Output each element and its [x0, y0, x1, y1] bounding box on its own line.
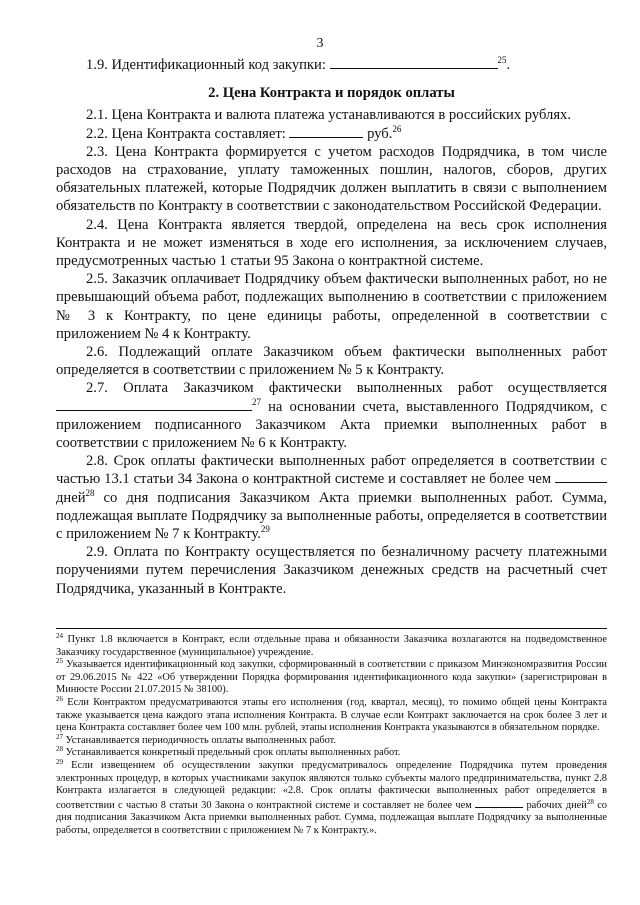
- footnote-text: Устанавливается конкретный предельный срок оплаты выполненных работ.: [65, 747, 401, 759]
- footnote-ref: 25: [497, 55, 507, 65]
- footnote-number: 27: [56, 732, 63, 741]
- section-heading: 2. Цена Контракта и порядок оплаты: [208, 85, 455, 102]
- paragraph-2-7-text-2: на основании счета, выставленного Подрядчиком, с приложением подписанного Заказчиком Акта приемки выполненных работ в соответствии с приложением № 6 к Контракту.: [56, 398, 607, 452]
- footnote-29: [56, 757, 607, 838]
- footnote-number: 28: [56, 745, 63, 754]
- footnote-ref: 29: [260, 524, 270, 535]
- blank-field: [330, 56, 498, 69]
- footnote-number: 26: [56, 694, 63, 703]
- paragraph-2-3: 2.3. Цена Контракта формируется с учетом расходов Подрядчика, в том числе расходов на страхование, уплату таможенных пошлин, налогов, сборов, других обязательных платежей, которые Подрядчик должен выплатить в связи с выполнением обязательств по Контракту в соответствии с законодательством Российской Федерации.: [56, 143, 607, 215]
- footnote-24: [56, 634, 607, 659]
- footnote-text-2: со дня подписания Заказчиком Акта приемки выполненных работ. Сумма, подлежащая выплате Подрядчику за выполненные работы, определяется в соответствии с приложением № 7 к Контракту.».: [56, 799, 607, 836]
- footnote-25: [56, 659, 607, 697]
- page-number: 3: [316, 36, 324, 51]
- paragraph-2-2: [56, 125, 607, 143]
- footnote-ref: 28: [85, 487, 95, 498]
- paragraph-2-7: [56, 379, 607, 452]
- paragraph-2-8: [56, 452, 607, 543]
- paragraph-2-1: 2.1. Цена Контракта и валюта платежа устанавливаются в российских рублях.: [86, 107, 571, 124]
- footnote-27: [56, 732, 607, 748]
- paragraph-2-2-text: 2.2. Цена Контракта составляет:: [86, 125, 286, 142]
- footnote-28: [56, 747, 607, 760]
- footnote-number: 24: [56, 632, 63, 640]
- footnote-text: Если извещением об осуществлении закупки предусматривалось определение Подрядчика путем проведения электронных процедур, в которых участниками закупок являются только субъекты малого предпринимательства, пункт 2.8 Контракта излагается в следующей редакции: «2.8. Срок оплаты фактически выполненных работ определяется в соответствии с частью 8 статьи 30 Закона о контрактной системе и составляет не более чем: [56, 759, 607, 811]
- days-label: рабочих дней: [526, 799, 587, 811]
- footnote-number: 25: [56, 657, 63, 666]
- footnote-text: Если Контрактом предусматриваются этапы его исполнения (год, квартал, месяц), то помимо общей цены Контракта также указывается цена каждого этапа исполнения Контракта. В случае если Контракт заключается на срок более 3 лет и цена Контракта составляет более чем 100 млн. рублей, этапы исполнения Контракта указываются в обязательном порядке.: [56, 696, 607, 734]
- footnote-text: Пункт 1.8 включается в Контракт, если отдельные права и обязанности Заказчика возлагаются на подведомственное Заказчику государственное (муниципальное) учреждение.: [56, 634, 607, 658]
- footnote-ref: 28: [586, 797, 594, 806]
- paragraph-2-9: 2.9. Оплата по Контракту осуществляется по безналичному расчету платежными поручениями путем перечисления Заказчиком денежных средств на расчетный счет Подрядчика, указанный в Контракте.: [56, 544, 607, 597]
- paragraph-2-5: 2.5. Заказчик оплачивает Подрядчику объем фактически выполненных работ, но не превышающий объема работ, подлежащих выполнению в соответствии с приложением № 3 к Контракту, по цене единицы работы, определенной в соответствии с приложением № 4 к Контракту.: [56, 271, 607, 342]
- punct: .: [506, 57, 511, 73]
- main-text: [56, 56, 607, 598]
- footnotes: [56, 634, 607, 838]
- paragraph-2-6: 2.6. Подлежащий оплате Заказчиком объем фактически выполненных работ определяется в соответствии с приложением № 5 к Контракту.: [56, 344, 607, 379]
- blank-field: [56, 398, 252, 411]
- item-1-9-text: 1.9. Идентификационный код закупки:: [86, 57, 326, 73]
- blank-field: [555, 470, 607, 483]
- footnote-text: Устанавливается периодичность оплаты выполненных работ.: [65, 734, 337, 746]
- blank-field: [289, 125, 363, 138]
- footnote-text: Указывается идентификационный код закупки, сформированный в соответствии с приказом Минэкономразвития России от 29.06.2015 № 422 «Об утверждении Порядка формирования идентификационного кода закупки» (зарегистрирован в Минюсте России 21.07.2015 № 38100).: [56, 659, 607, 696]
- footnote-ref: 26: [392, 123, 402, 134]
- blank-field: [475, 798, 523, 808]
- footnote-26: [56, 694, 607, 735]
- currency-label: руб.: [367, 125, 393, 142]
- paragraph-2-7-text: 2.7. Оплата Заказчиком фактически выполненных работ осуществляется: [86, 380, 607, 397]
- paragraph-2-4: 2.4. Цена Контракта является твердой, определена на весь срок исполнения Контракта и не может изменяться в ходе его исполнения, за исключением случаев, предусмотренных частью 1 статьи 95 Закона о контрактной системе.: [56, 216, 607, 270]
- footnote-number: 29: [56, 757, 63, 766]
- footnote-ref: 27: [252, 396, 261, 407]
- footnote-divider: [56, 628, 607, 629]
- paragraph-2-8-text: 2.8. Срок оплаты фактически выполненных работ определяется в соответствии с частью 13.1 статьи 34 Закона о контрактной системе и составляет не более чем: [56, 453, 607, 488]
- days-label: дней: [56, 489, 86, 506]
- paragraph-2-8-text-2: со дня подписания Заказчиком Акта приемки выполненных работ. Сумма, подлежащая выплате Подрядчику за выполненные работы, определяется в соответствии с приложением № 7 к Контракту.: [56, 489, 607, 543]
- item-1-9: [56, 56, 607, 74]
